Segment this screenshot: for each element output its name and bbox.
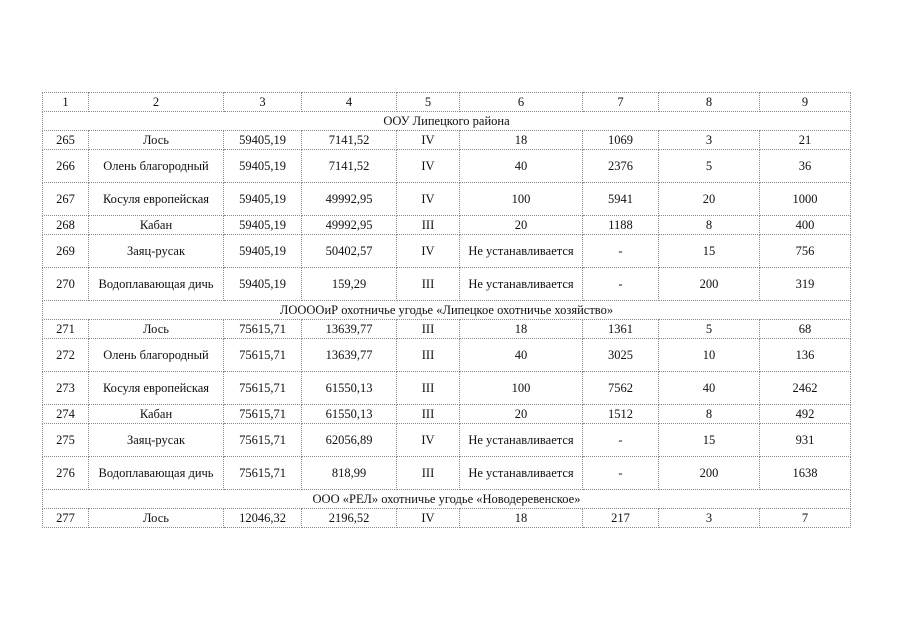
document-page xyxy=(42,92,850,528)
row-number: 272 xyxy=(43,339,89,372)
section-row xyxy=(43,490,851,509)
class-cell: IV xyxy=(397,131,460,150)
value-cell: 1638 xyxy=(760,457,851,490)
value-cell: 931 xyxy=(760,424,851,457)
limit-cell: 10 xyxy=(659,339,760,372)
value-cell: 7 xyxy=(760,509,851,528)
limit-cell: 15 xyxy=(659,235,760,268)
section-row xyxy=(43,112,851,131)
area-cell: 59405,19 xyxy=(224,235,302,268)
value-cell: 1000 xyxy=(760,183,851,216)
density-norm-cell: 100 xyxy=(460,372,583,405)
area-cell: 75615,71 xyxy=(224,405,302,424)
habitat-area-cell: 7141,52 xyxy=(302,131,397,150)
quota-table xyxy=(42,92,851,528)
species-name: Водоплавающая дичь xyxy=(89,268,224,301)
quota-cell: - xyxy=(583,235,659,268)
section-row xyxy=(43,301,851,320)
quota-cell: - xyxy=(583,424,659,457)
header-cell: 7 xyxy=(583,93,659,112)
class-cell: IV xyxy=(397,150,460,183)
habitat-area-cell: 818,99 xyxy=(302,457,397,490)
value-cell: 68 xyxy=(760,320,851,339)
row-number: 273 xyxy=(43,372,89,405)
class-cell: IV xyxy=(397,424,460,457)
class-cell: IV xyxy=(397,235,460,268)
area-cell: 75615,71 xyxy=(224,339,302,372)
area-cell: 59405,19 xyxy=(224,183,302,216)
density-norm-cell: Не устанавливается xyxy=(460,268,583,301)
value-cell: 492 xyxy=(760,405,851,424)
limit-cell: 200 xyxy=(659,268,760,301)
class-cell: III xyxy=(397,372,460,405)
value-cell: 319 xyxy=(760,268,851,301)
row-number: 277 xyxy=(43,509,89,528)
header-cell: 5 xyxy=(397,93,460,112)
area-cell: 75615,71 xyxy=(224,424,302,457)
value-cell: 2462 xyxy=(760,372,851,405)
density-norm-cell: 18 xyxy=(460,131,583,150)
limit-cell: 3 xyxy=(659,131,760,150)
header-cell: 2 xyxy=(89,93,224,112)
table-row xyxy=(43,131,851,150)
limit-cell: 8 xyxy=(659,216,760,235)
limit-cell: 5 xyxy=(659,320,760,339)
table-row xyxy=(43,424,851,457)
value-cell: 21 xyxy=(760,131,851,150)
limit-cell: 20 xyxy=(659,183,760,216)
area-cell: 59405,19 xyxy=(224,268,302,301)
row-number: 269 xyxy=(43,235,89,268)
habitat-area-cell: 61550,13 xyxy=(302,372,397,405)
table-row xyxy=(43,183,851,216)
species-name: Косуля европейская xyxy=(89,372,224,405)
density-norm-cell: 18 xyxy=(460,320,583,339)
quota-cell: - xyxy=(583,268,659,301)
table-row xyxy=(43,150,851,183)
limit-cell: 15 xyxy=(659,424,760,457)
species-name: Водоплавающая дичь xyxy=(89,457,224,490)
habitat-area-cell: 50402,57 xyxy=(302,235,397,268)
class-cell: IV xyxy=(397,509,460,528)
class-cell: III xyxy=(397,457,460,490)
row-number: 270 xyxy=(43,268,89,301)
area-cell: 12046,32 xyxy=(224,509,302,528)
header-cell: 3 xyxy=(224,93,302,112)
header-row xyxy=(43,93,851,112)
area-cell: 75615,71 xyxy=(224,372,302,405)
quota-cell: 1188 xyxy=(583,216,659,235)
quota-cell: - xyxy=(583,457,659,490)
header-cell: 8 xyxy=(659,93,760,112)
habitat-area-cell: 2196,52 xyxy=(302,509,397,528)
species-name: Лось xyxy=(89,509,224,528)
quota-cell: 1361 xyxy=(583,320,659,339)
table-row xyxy=(43,509,851,528)
header-cell: 1 xyxy=(43,93,89,112)
row-number: 268 xyxy=(43,216,89,235)
habitat-area-cell: 159,29 xyxy=(302,268,397,301)
density-norm-cell: 40 xyxy=(460,339,583,372)
table-row xyxy=(43,372,851,405)
header-cell: 6 xyxy=(460,93,583,112)
row-number: 266 xyxy=(43,150,89,183)
table-row xyxy=(43,268,851,301)
density-norm-cell: 20 xyxy=(460,405,583,424)
section-title: ООО «РЕЛ» охотничье угодье «Новодеревенское» xyxy=(43,490,851,509)
value-cell: 136 xyxy=(760,339,851,372)
limit-cell: 8 xyxy=(659,405,760,424)
row-number: 267 xyxy=(43,183,89,216)
class-cell: III xyxy=(397,320,460,339)
habitat-area-cell: 49992,95 xyxy=(302,216,397,235)
quota-cell: 217 xyxy=(583,509,659,528)
class-cell: III xyxy=(397,216,460,235)
habitat-area-cell: 49992,95 xyxy=(302,183,397,216)
quota-cell: 1512 xyxy=(583,405,659,424)
density-norm-cell: 18 xyxy=(460,509,583,528)
species-name: Заяц-русак xyxy=(89,424,224,457)
density-norm-cell: Не устанавливается xyxy=(460,424,583,457)
species-name: Лось xyxy=(89,131,224,150)
value-cell: 36 xyxy=(760,150,851,183)
class-cell: III xyxy=(397,339,460,372)
limit-cell: 200 xyxy=(659,457,760,490)
habitat-area-cell: 62056,89 xyxy=(302,424,397,457)
table-row xyxy=(43,320,851,339)
quota-cell: 5941 xyxy=(583,183,659,216)
header-cell: 9 xyxy=(760,93,851,112)
table-row xyxy=(43,235,851,268)
area-cell: 75615,71 xyxy=(224,457,302,490)
area-cell: 59405,19 xyxy=(224,150,302,183)
quota-cell: 7562 xyxy=(583,372,659,405)
density-norm-cell: Не устанавливается xyxy=(460,457,583,490)
density-norm-cell: 100 xyxy=(460,183,583,216)
section-title: ООУ Липецкого района xyxy=(43,112,851,131)
row-number: 276 xyxy=(43,457,89,490)
class-cell: III xyxy=(397,268,460,301)
row-number: 271 xyxy=(43,320,89,339)
habitat-area-cell: 13639,77 xyxy=(302,339,397,372)
density-norm-cell: Не устанавливается xyxy=(460,235,583,268)
density-norm-cell: 40 xyxy=(460,150,583,183)
habitat-area-cell: 13639,77 xyxy=(302,320,397,339)
table-row xyxy=(43,216,851,235)
limit-cell: 3 xyxy=(659,509,760,528)
species-name: Лось xyxy=(89,320,224,339)
quota-cell: 3025 xyxy=(583,339,659,372)
species-name: Заяц-русак xyxy=(89,235,224,268)
header-cell: 4 xyxy=(302,93,397,112)
table-row xyxy=(43,339,851,372)
class-cell: III xyxy=(397,405,460,424)
species-name: Олень благородный xyxy=(89,150,224,183)
row-number: 274 xyxy=(43,405,89,424)
habitat-area-cell: 61550,13 xyxy=(302,405,397,424)
quota-cell: 2376 xyxy=(583,150,659,183)
row-number: 275 xyxy=(43,424,89,457)
species-name: Кабан xyxy=(89,216,224,235)
limit-cell: 5 xyxy=(659,150,760,183)
species-name: Олень благородный xyxy=(89,339,224,372)
area-cell: 59405,19 xyxy=(224,131,302,150)
table-body xyxy=(43,93,851,528)
limit-cell: 40 xyxy=(659,372,760,405)
value-cell: 756 xyxy=(760,235,851,268)
area-cell: 75615,71 xyxy=(224,320,302,339)
section-title: ЛООООиР охотничье угодье «Липецкое охотничье хозяйство» xyxy=(43,301,851,320)
quota-cell: 1069 xyxy=(583,131,659,150)
row-number: 265 xyxy=(43,131,89,150)
table-row xyxy=(43,457,851,490)
class-cell: IV xyxy=(397,183,460,216)
species-name: Косуля европейская xyxy=(89,183,224,216)
table-row xyxy=(43,405,851,424)
value-cell: 400 xyxy=(760,216,851,235)
area-cell: 59405,19 xyxy=(224,216,302,235)
species-name: Кабан xyxy=(89,405,224,424)
density-norm-cell: 20 xyxy=(460,216,583,235)
habitat-area-cell: 7141,52 xyxy=(302,150,397,183)
